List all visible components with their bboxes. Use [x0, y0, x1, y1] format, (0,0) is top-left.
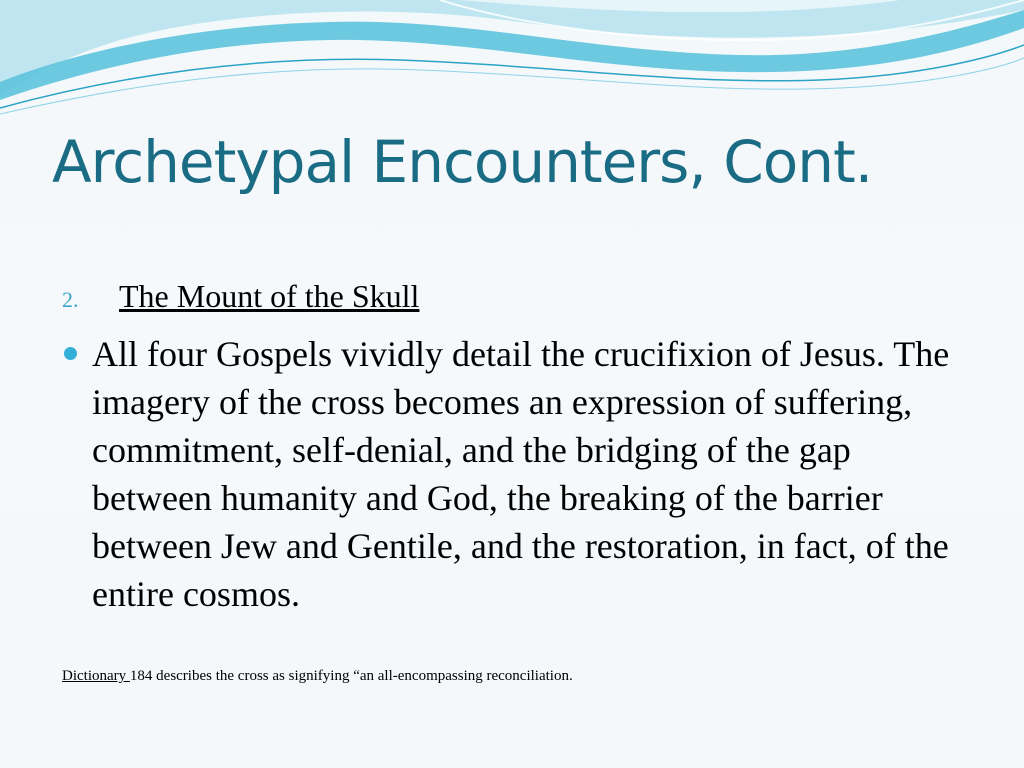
- list-number: 2.: [62, 287, 79, 312]
- footnote-text: 184 describes the cross as signifying “an all-encompassing reconciliation.: [129, 668, 573, 684]
- bullet-dot-icon: [64, 347, 77, 360]
- numbered-list-item: [62, 278, 419, 315]
- footnote-reference: Dictionary: [62, 668, 130, 684]
- footnote: [62, 668, 982, 685]
- header-wave-decoration: [0, 0, 1024, 130]
- list-heading: The Mount of the Skull: [119, 278, 420, 314]
- bullet-item: [62, 330, 972, 618]
- slide-title: Archetypal Encounters, Cont.: [52, 128, 873, 196]
- bullet-text: All four Gospels vividly detail the crucifixion of Jesus. The imagery of the cross becomes an expression of suffering, commitment, self-denial, and the bridging of the gap between humanity and God, the breaking of the barrier between Jew and Gentile, and the restoration, in fact, of the entire cosmos.: [92, 334, 950, 614]
